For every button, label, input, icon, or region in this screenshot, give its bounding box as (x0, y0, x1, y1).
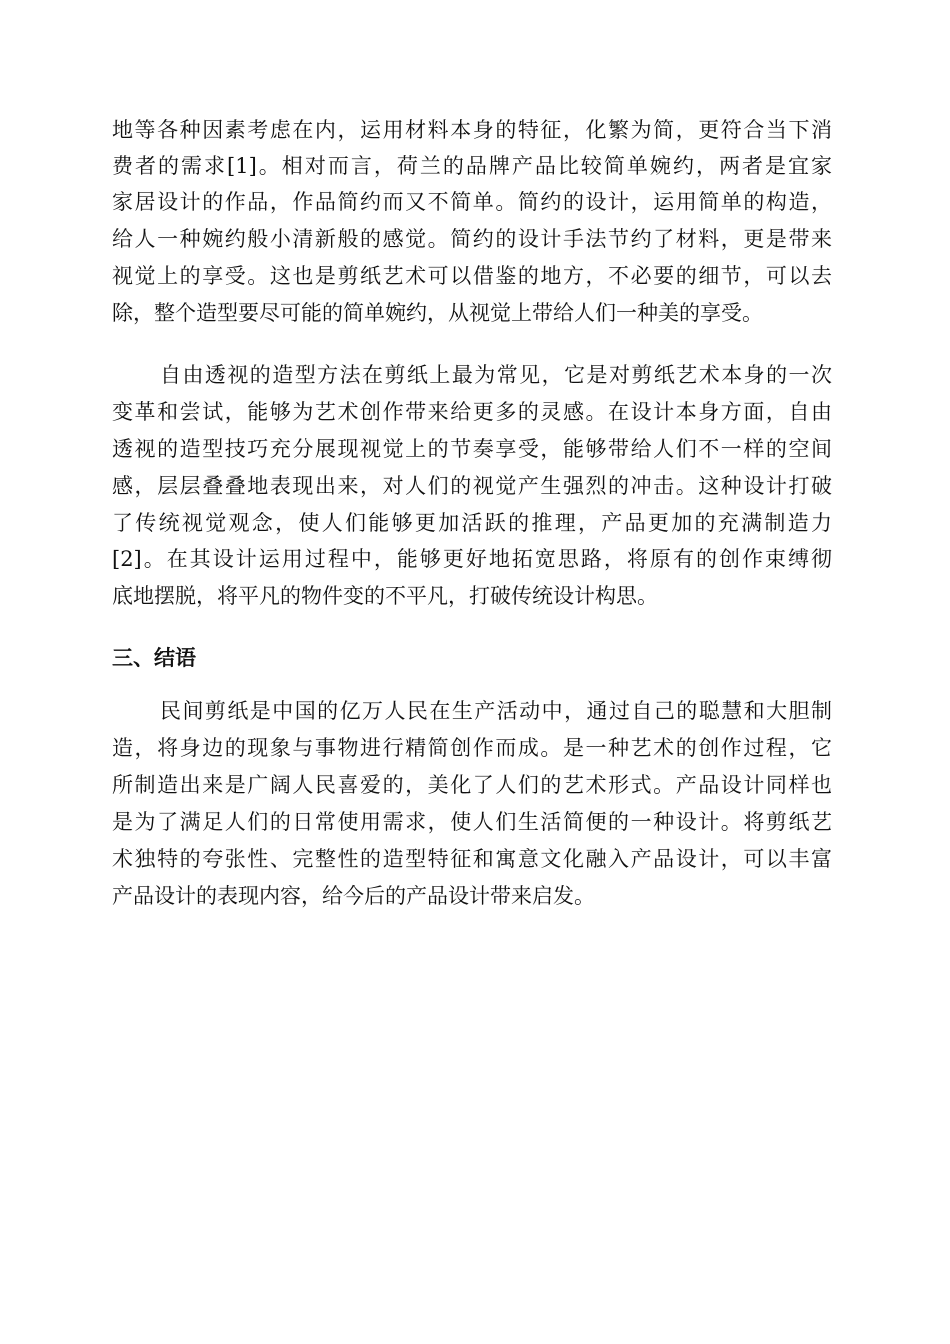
paragraph-line: 家居设计的作品，作品简约而又不简单。简约的设计，运用简单的构造， (112, 190, 832, 214)
paragraph-line: 透视的造型技巧充分展现视觉上的节奏享受，能够带给人们不一样的空间 (112, 437, 832, 461)
paragraph-line: 了传统视觉观念，使人们能够更加活跃的推理，产品更加的充满制造力 (112, 511, 832, 535)
paragraph-line: 变革和尝试，能够为艺术创作带来给更多的灵感。在设计本身方面，自由 (112, 400, 832, 424)
paragraph-line: 产品设计的表现内容，给今后的产品设计带来启发。 (112, 884, 595, 908)
paragraph-line: 给人一种婉约般小清新般的感觉。简约的设计手法节约了材料，更是带来 (112, 227, 832, 251)
paragraph-line: 术独特的夸张性、完整性的造型特征和寓意文化融入产品设计，可以丰富 (112, 847, 832, 871)
paragraph-line: 民间剪纸是中国的亿万人民在生产活动中，通过自己的聪慧和大胆制 (160, 699, 832, 723)
paragraph-line: 除，整个造型要尽可能的简单婉约，从视觉上带给人们一种美的享受。 (112, 301, 763, 325)
section-heading: 三、结语 (112, 646, 196, 670)
paragraph-line: 是为了满足人们的日常使用需求，使人们生活简便的一种设计。将剪纸艺 (112, 810, 832, 834)
paragraph-line: 造，将身边的现象与事物进行精简创作而成。是一种艺术的创作过程，它 (112, 736, 832, 760)
paragraph-line: 感，层层叠叠地表现出来，对人们的视觉产生强烈的冲击。这种设计打破 (112, 474, 832, 498)
paragraph-line: 自由透视的造型方法在剪纸上最为常见，它是对剪纸艺术本身的一次 (160, 363, 832, 387)
paragraph-line: 地等各种因素考虑在内，运用材料本身的特征，化繁为简，更符合当下消 (112, 118, 832, 142)
paragraph-line: 费者的需求[1]。相对而言，荷兰的品牌产品比较简单婉约，两者是宜家 (112, 154, 832, 178)
paragraph-line: 视觉上的享受。这也是剪纸艺术可以借鉴的地方，不必要的细节，可以去 (112, 264, 832, 288)
paragraph-line: [2]。在其设计运用过程中，能够更好地拓宽思路，将原有的创作束缚彻 (112, 547, 832, 571)
paragraph-line: 所制造出来是广阔人民喜爱的，美化了人们的艺术形式。产品设计同样也 (112, 773, 832, 797)
paragraph-line: 底地摆脱，将平凡的物件变的不平凡，打破传统设计构思。 (112, 584, 658, 608)
